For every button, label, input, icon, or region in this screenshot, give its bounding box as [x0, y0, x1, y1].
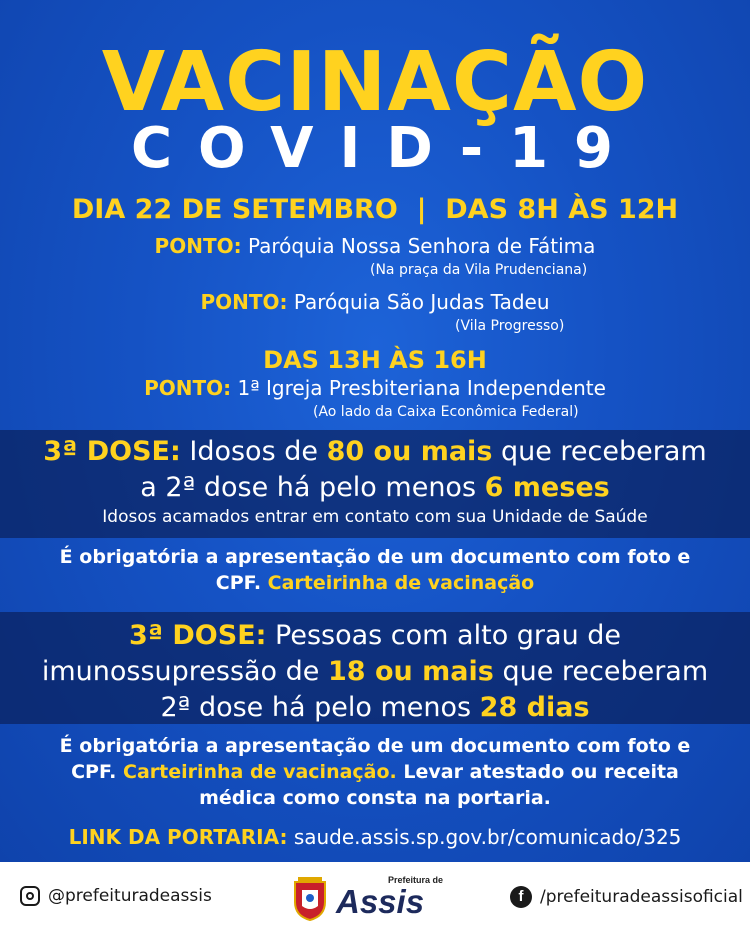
dose-text: imunossupressão de	[41, 656, 320, 687]
point-2	[0, 289, 750, 315]
point-note: (Na praça da Vila Prudenciana)	[370, 262, 588, 278]
dose-highlight: 80 ou mais	[326, 436, 493, 467]
portaria-link[interactable]: saude.assis.sp.gov.br/comunicado/325	[293, 825, 682, 849]
requirement-line	[0, 570, 750, 596]
requirement-text: CPF.	[71, 761, 117, 783]
point-place: 1ª Igreja Presbiteriana Independente	[237, 376, 606, 400]
point-label: PONTO:	[144, 376, 232, 400]
point-1	[0, 233, 750, 259]
point-label: PONTO:	[200, 290, 288, 314]
dose-text: que receberam	[500, 436, 707, 467]
requirement-text: CPF.	[215, 572, 262, 594]
dose-label: 3ª DOSE:	[43, 436, 181, 467]
date-line: DIA 22 DE SETEMBRO | DAS 8H ÀS 12H	[71, 194, 679, 225]
logo-big-text: Assis	[336, 883, 425, 920]
requirement-line: É obrigatória a apresentação de um documento com foto e	[59, 735, 691, 757]
dose-highlight: 6 meses	[484, 472, 610, 503]
instagram-handle[interactable]	[20, 886, 212, 906]
dose-line	[0, 470, 750, 506]
facebook-handle[interactable]	[510, 886, 743, 908]
page-title: VACINAÇÃO	[101, 35, 649, 130]
point-3	[0, 375, 750, 401]
dose-line	[0, 690, 750, 726]
requirement-text: Levar atestado ou receita	[403, 761, 679, 783]
dose-label: 3ª DOSE:	[128, 620, 267, 651]
portaria-link-line	[0, 823, 750, 851]
instagram-text: @prefeituradeassis	[48, 886, 212, 906]
point-place: Paróquia Nossa Senhora de Fátima	[247, 234, 596, 258]
dose-highlight: 28 dias	[479, 692, 590, 723]
dose-text: que receberam	[502, 656, 709, 687]
logo-small-text: Prefeitura de	[388, 875, 444, 885]
requirement-line	[0, 759, 750, 785]
crest-icon	[290, 876, 330, 922]
dose-line	[0, 654, 750, 690]
dose-text: Idosos de	[189, 436, 318, 467]
requirement-2	[0, 733, 750, 811]
instagram-icon	[20, 886, 40, 906]
dose-line	[0, 434, 750, 470]
requirement-highlight: Carteirinha de vacinação.	[123, 761, 397, 783]
dose-block-1	[0, 430, 750, 538]
requirement-1	[0, 544, 750, 596]
requirement-highlight: Carteirinha de vacinação	[267, 572, 535, 594]
point-note: (Vila Progresso)	[455, 318, 565, 334]
link-label: LINK DA PORTARIA:	[68, 825, 288, 849]
dose-line	[0, 618, 750, 654]
point-note: (Ao lado da Caixa Econômica Federal)	[313, 404, 579, 420]
facebook-icon: f	[510, 886, 532, 908]
point-place: Paróquia São Judas Tadeu	[293, 290, 550, 314]
requirement-line: médica como consta na portaria.	[199, 787, 551, 809]
dose-block-2	[0, 612, 750, 724]
footer	[0, 862, 750, 937]
page-subtitle: COVID-19	[130, 116, 640, 181]
dose-note: Idosos acamados entrar em contato com sua Unidade de Saúde	[102, 507, 648, 527]
dose-text: 2ª dose há pelo menos	[160, 692, 472, 723]
assis-logo	[290, 872, 450, 928]
dose-text: Pessoas com alto grau de	[275, 620, 622, 651]
dose-text: a 2ª dose há pelo menos	[140, 472, 477, 503]
point-label: PONTO:	[154, 234, 242, 258]
facebook-text: /prefeituradeassisoficial	[540, 887, 743, 907]
afternoon-time-line: DAS 13H ÀS 16H	[263, 346, 487, 374]
requirement-line: É obrigatória a apresentação de um documento com foto e	[59, 546, 691, 568]
dose-highlight: 18 ou mais	[328, 656, 494, 687]
